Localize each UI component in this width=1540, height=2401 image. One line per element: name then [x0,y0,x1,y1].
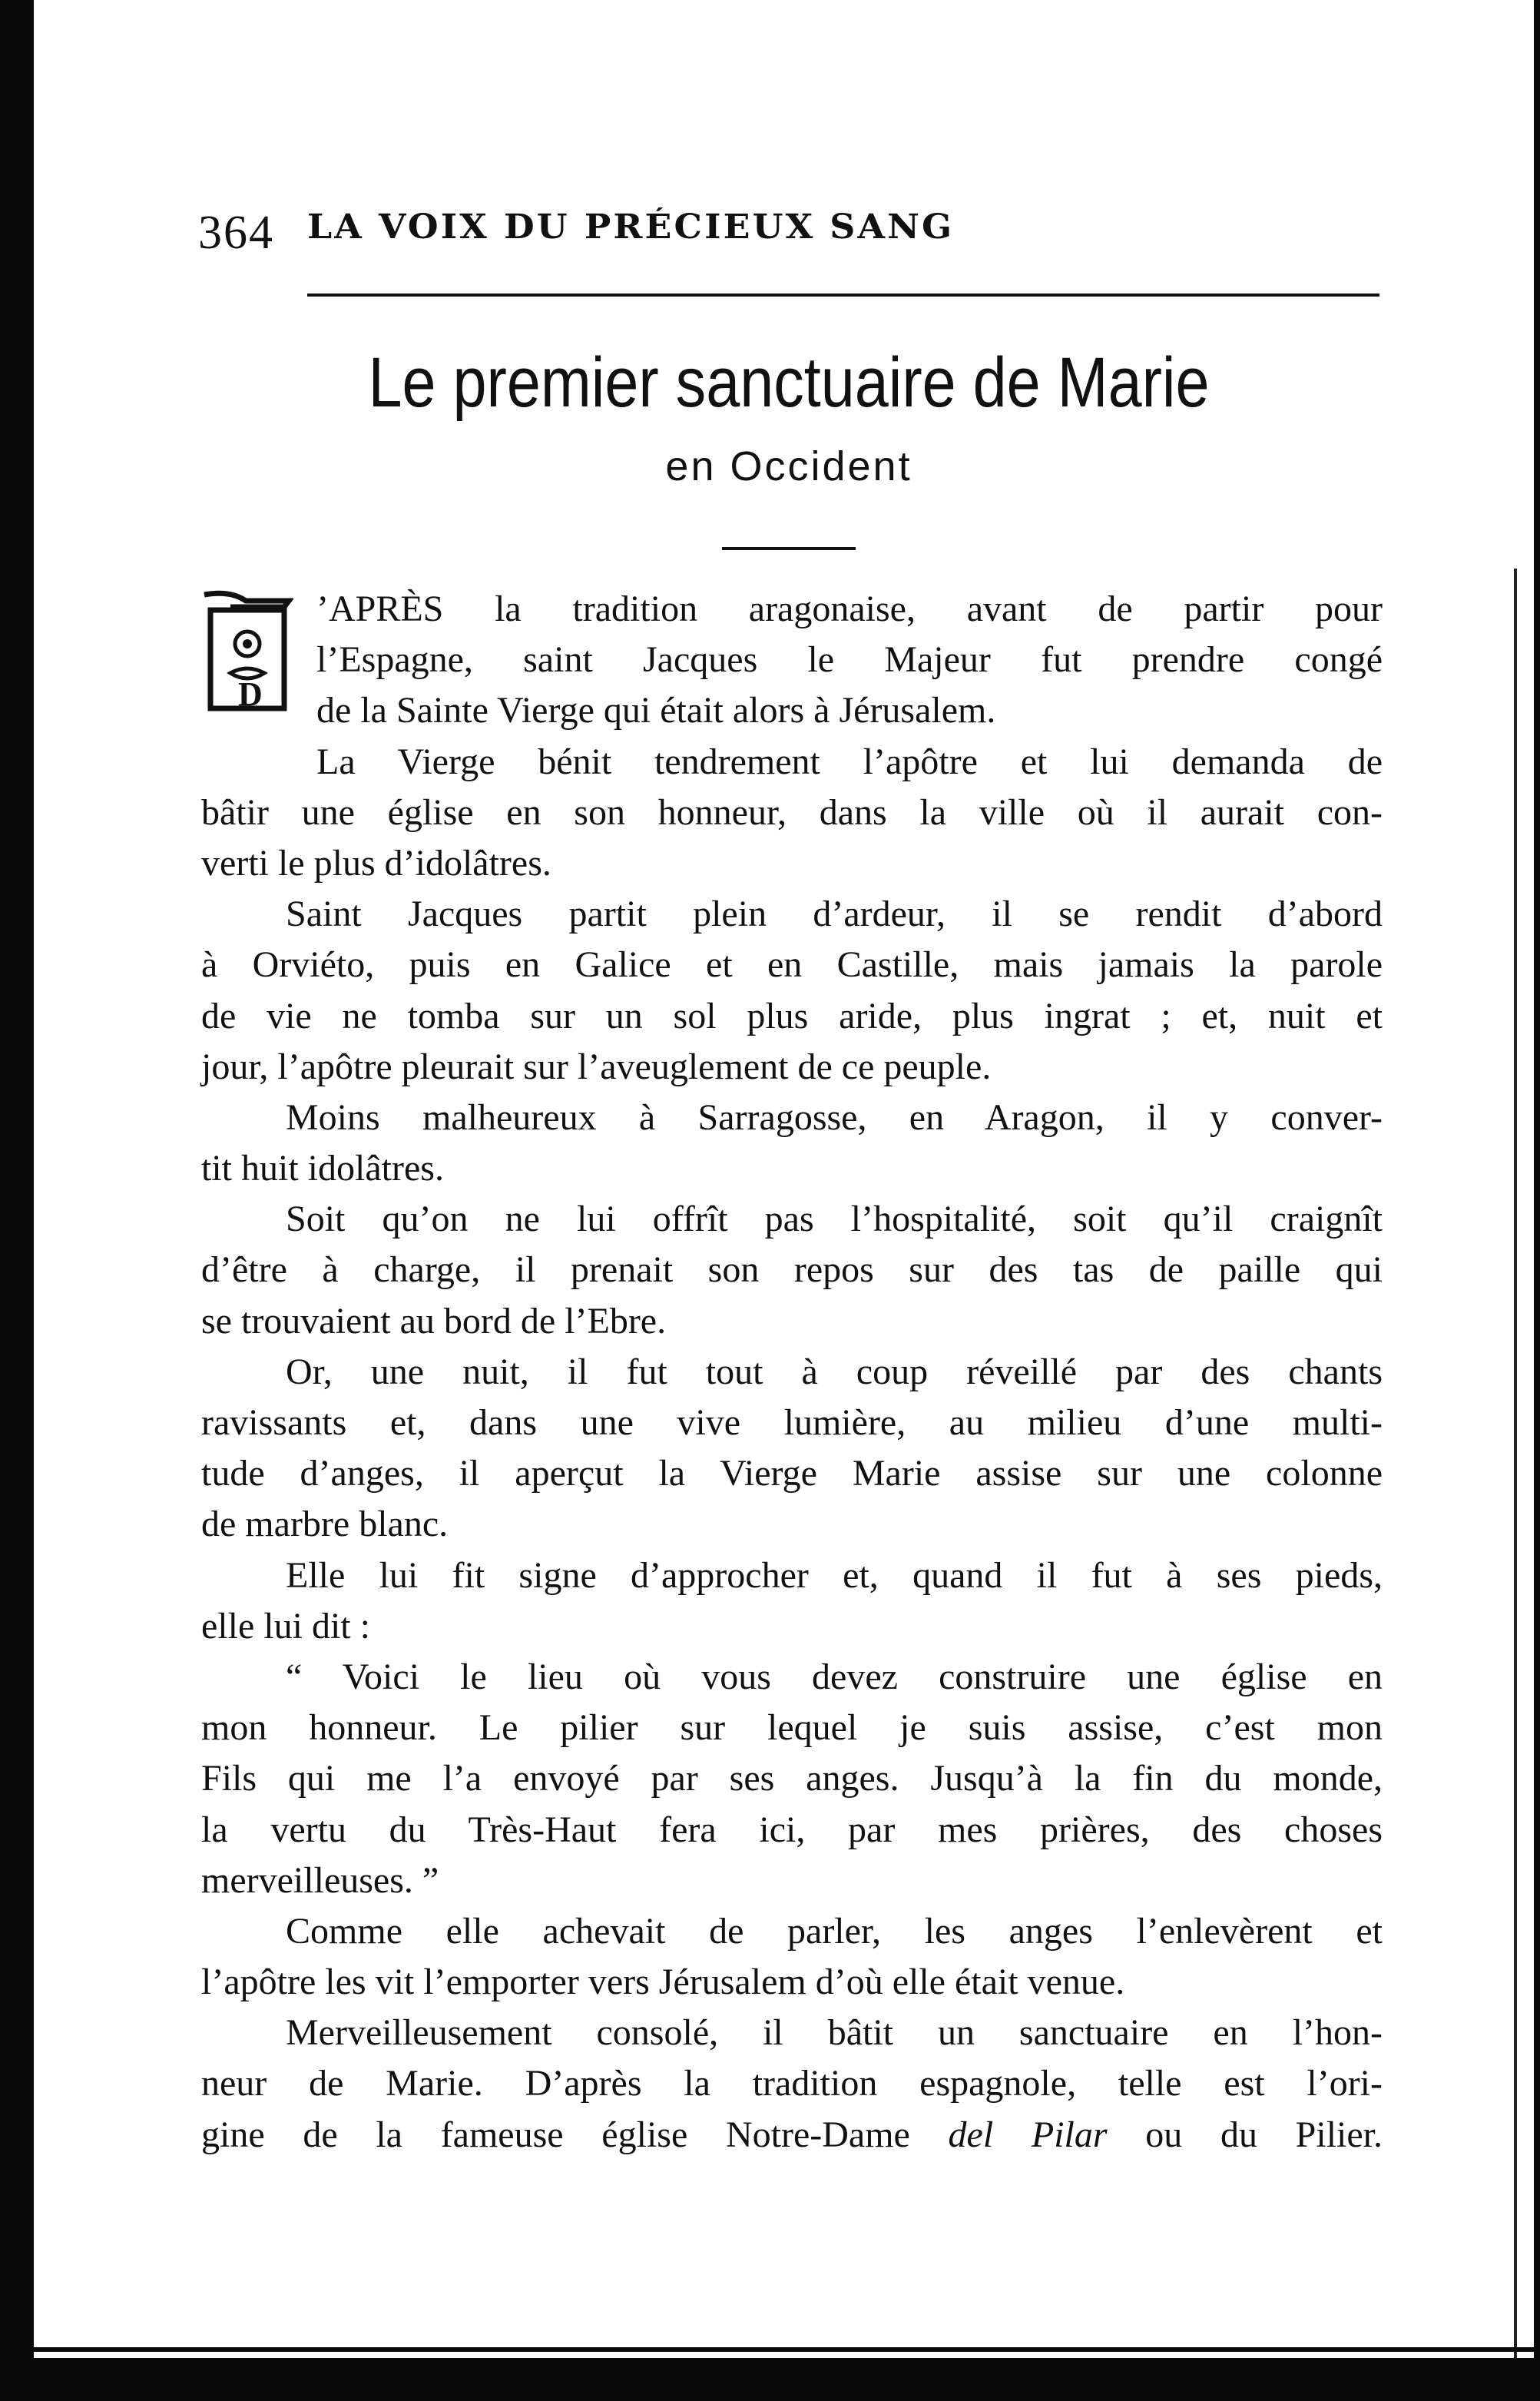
text-line [201,2110,1383,2161]
text-line: à Orviéto, puis en Galice et en Castille, mais jamais la parole [201,944,1383,986]
text-line: l’apôtre les vit l’emporter vers Jérusalem d’où elle était venue. [201,1962,1125,2003]
text-line: de marbre blanc. [201,1504,449,1545]
text-line: verti le plus d’idolâtres. [201,842,551,884]
text-line: Moins malheureux à Sarragosse, en Aragon, il y conver- [286,1096,1383,1138]
running-title: LA VOIX DU PRÉCIEUX SANG [307,207,955,247]
text-line: Soit qu’on ne lui offrît pas l’hospitalité, soit qu’il craignît [286,1199,1383,1240]
article-body [201,584,1383,2161]
text-line: Elle lui fit signe d’approcher et, quand il fut à ses pieds, [286,1554,1383,1596]
text-line: de vie ne tomba sur un sol plus aride, plus ingrat ; et, nuit et [201,995,1383,1036]
text-fragment: ou du Pilier. [1107,2114,1383,2155]
text-line: l’Espagne, saint Jacques le Majeur fut prendre congé [316,639,1383,681]
text-line: d’être à charge, il prenait son repos sur des tas de paille qui [201,1249,1383,1291]
text-line: ravissants et, dans une vive lumière, au milieu d’une multi- [201,1402,1383,1443]
text-line: la vertu du Très-Haut fera ici, par mes prières, des choses [201,1809,1383,1850]
text-line: mon honneur. Le pilier sur lequel je suis assise, c’est mon [201,1707,1383,1749]
scan-border-bottom [34,2358,1534,2401]
text-line: elle lui dit : [201,1605,370,1647]
page-number: 364 [198,207,274,259]
scan-border-bottom-line [34,2347,1534,2352]
chapter-title: Le premier sanctuaire de Marie [368,343,1210,422]
dropcap-letter: D [238,675,263,713]
text-line: Merveilleusement consolé, il bâtit un sanctuaire en l’hon- [286,2012,1383,2054]
text-line: merveilleuses. ” [201,1859,439,1901]
text-line: bâtir une église en son honneur, dans la ville où il aurait con- [201,791,1383,833]
text-fragment: gine de la fameuse église Notre-Dame [201,2114,949,2155]
text-line: Comme elle achevait de parler, les anges l’enlevèrent et [286,1910,1383,1952]
text-line: de la Sainte Vierge qui était alors à Jérusalem. [316,690,996,731]
scan-border-right [1534,0,1540,2401]
text-line: Or, une nuit, il fut tout à coup réveillé par des chants [286,1351,1383,1392]
header-rule [307,293,1379,297]
text-line: Fils qui me l’a envoyé par ses anges. Jusqu’à la fin du monde, [201,1758,1383,1799]
text-line: jour, l’apôtre pleurait sur l’aveuglement de ce peuple. [201,1046,992,1087]
text-line: Saint Jacques partit plein d’ardeur, il se rendit d’abord [286,894,1383,935]
scan-edge-line [1514,569,1517,2359]
chapter-subtitle: en Occident [665,443,912,489]
text-line: ’APRÈS la tradition aragonaise, avant de partir pour [316,589,1383,629]
text-line: tude d’anges, il aperçut la Vierge Marie assise sur une colonne [201,1453,1383,1494]
text-line: La Vierge bénit tendrement l’apôtre et lui demanda de [316,741,1383,782]
text-line: “ Voici le lieu où vous devez construire une église en [286,1656,1383,1697]
scan-border-left [0,0,34,2401]
text-line: tit huit idolâtres. [201,1148,444,1189]
text-line: se trouvaient au bord de l’Ebre. [201,1300,667,1341]
italic-place-name: del Pilar [948,2114,1108,2155]
title-divider [722,547,856,550]
text-line: neur de Marie. D’après la tradition espagnole, telle est l’ori- [201,2063,1383,2104]
